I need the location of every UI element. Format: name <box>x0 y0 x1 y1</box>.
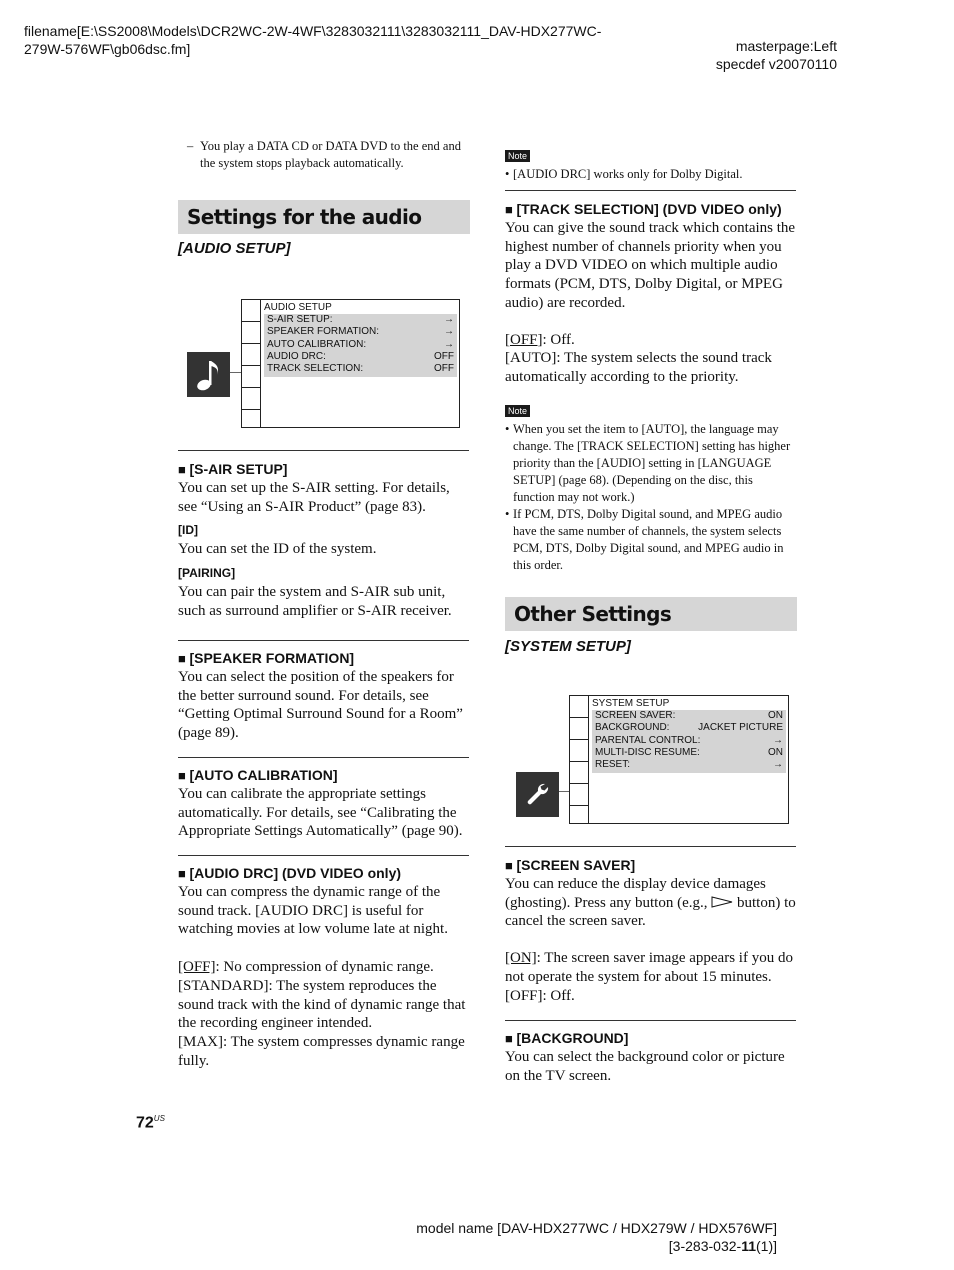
play-triangle-icon <box>711 896 733 908</box>
track-heading: ■ [TRACK SELECTION] (DVD VIDEO only) <box>505 201 782 217</box>
menu-tab[interactable] <box>570 762 588 784</box>
drc-heading: ■ [AUDIO DRC] (DVD VIDEO only) <box>178 865 402 881</box>
section-other-title: Other Settings <box>514 602 672 626</box>
audio-setup-menu <box>241 299 460 428</box>
divider <box>178 450 469 451</box>
speaker-text: You can select the position of the speakers for the better surround sound. For details, see “Getting Optimal Surround Sound for a Room” (page 89). <box>178 669 463 742</box>
system-setup-menu <box>569 695 789 824</box>
note-2-list <box>505 421 797 574</box>
menu-tab[interactable] <box>242 300 260 322</box>
saver-opt-off: [OFF]: Off. <box>505 987 575 1004</box>
note-2-item: • When you set the item to [AUTO], the language may change. The [TRACK SELECTION] setting has higher priority than the [AUDIO] setting in [LANGUAGE SETUP] (page 68). (Depending on the disc, this function may not work.) <box>505 421 797 506</box>
divider <box>178 640 469 641</box>
speaker-heading: ■ [SPEAKER FORMATION] <box>178 650 355 666</box>
note-2 <box>505 401 797 574</box>
menu-row-parental[interactable]: PARENTAL CONTROL: → <box>595 734 783 746</box>
specdef-label: specdef v20070110 <box>715 56 837 72</box>
menu-row-reset[interactable]: RESET: → <box>595 759 783 771</box>
section-other-heading <box>505 597 797 631</box>
note-1-list <box>505 166 797 183</box>
saver-heading: ■ [SCREEN SAVER] <box>505 857 636 873</box>
footer-model: model name [DAV-HDX277WC / HDX279W / HDX576WF] <box>416 1220 777 1236</box>
drc-opt-standard: [STANDARD]: The system reproduces the sound track with the kind of dynamic range that the recording engineer intended. <box>178 977 466 1032</box>
menu-tab[interactable] <box>570 718 588 740</box>
saver-text: You can reduce the display device damages (ghosting). Press any button (e.g., button) to cancel the screen saver. <box>505 876 796 930</box>
section-audio-heading <box>178 200 470 234</box>
menu-row-multidisc[interactable]: MULTI-DISC RESUME: ON <box>595 746 783 758</box>
sair-pairing-text: You can pair the system and S-AIR sub unit, such as surround amplifier or S-AIR receiver. <box>178 584 452 619</box>
menu-tab[interactable] <box>242 322 260 344</box>
sair-block <box>178 460 470 621</box>
divider <box>505 190 796 191</box>
sair-pairing-heading: [PAIRING] <box>178 566 236 581</box>
menu-row-screensaver[interactable]: SCREEN SAVER: ON <box>595 710 783 721</box>
menu-row-speaker[interactable]: SPEAKER FORMATION: → <box>267 326 454 338</box>
track-text: You can give the sound track which contains the highest number of channels priority when you play a DVD VIDEO on which multiple audio formats (PCM, DTS, Dolby Digital, or MPEG audio) are recorded. <box>505 220 796 311</box>
divider <box>178 757 469 758</box>
menu-title: SYSTEM SETUP <box>592 698 670 709</box>
divider <box>505 1020 796 1021</box>
background-text: You can select the background color or picture on the TV screen. <box>505 1049 785 1084</box>
intro-text: You play a DATA CD or DATA DVD to the end and the system stops playback automatically. <box>200 139 461 170</box>
track-opt-off: [OFF]: Off. <box>505 331 575 348</box>
menu-list <box>592 710 786 773</box>
track-opt-auto: [AUTO]: The system selects the sound track automatically according to the priority. <box>505 350 772 385</box>
speaker-block <box>178 649 470 743</box>
filename-line-2: 279W-576WF\gb06dsc.fm] <box>24 41 191 57</box>
footer-code: [3-283-032-11(1)] <box>668 1238 777 1254</box>
background-heading: ■ [BACKGROUND] <box>505 1030 629 1046</box>
intro-dash: – <box>187 139 194 153</box>
track-block <box>505 200 797 387</box>
intro-note <box>187 138 470 172</box>
menu-tab-selected[interactable] <box>570 784 588 806</box>
system-setup-subheading: [SYSTEM SETUP] <box>505 638 631 655</box>
divider <box>505 846 796 847</box>
filename-line-1: filename[E:\SS2008\Models\DCR2WC-2W-4WF\3283032111\3283032111_DAV-HDX277WC- <box>24 23 602 39</box>
page-number: $72^{US}$ <box>136 1114 165 1132</box>
music-note-icon <box>187 352 230 397</box>
menu-tab-column <box>570 696 589 823</box>
sair-id-heading: [ID] <box>178 523 198 538</box>
menu-tab-column <box>242 300 261 427</box>
audio-setup-subheading: [AUDIO SETUP] <box>178 240 291 257</box>
sair-id-text: You can set the ID of the system. <box>178 541 377 558</box>
menu-tab-selected[interactable] <box>242 366 260 388</box>
menu-tab[interactable] <box>570 696 588 718</box>
saver-opt-on: [ON]: The screen saver image appears if you do not operate the system for about 15 minutes. <box>505 950 793 985</box>
autocal-text: You can calibrate the appropriate settings automatically. For details, see “Calibrating the Appropriate Settings Automatically” (page 90). <box>178 786 463 840</box>
note-badge: Note <box>505 405 530 417</box>
drc-text: You can compress the dynamic range of the sound track. [AUDIO DRC] is useful for watching movies at low volume late at night. <box>178 884 448 938</box>
menu-list <box>264 314 457 377</box>
menu-row-autocal[interactable]: AUTO CALIBRATION: → <box>267 338 454 350</box>
menu-title: AUDIO SETUP <box>264 302 332 313</box>
menu-row-track[interactable]: TRACK SELECTION: OFF <box>267 363 454 375</box>
menu-row-background[interactable]: BACKGROUND: JACKET PICTURE <box>595 722 783 734</box>
menu-tab[interactable] <box>242 344 260 366</box>
sair-text: You can set up the S-AIR setting. For details, see “Using an S-AIR Product” (page 83). <box>178 480 450 515</box>
masterpage-header <box>716 37 837 73</box>
autocal-block <box>178 766 470 841</box>
footer <box>416 1219 777 1255</box>
drc-block <box>178 864 470 1070</box>
note-1-item: • [AUDIO DRC] works only for Dolby Digital. <box>505 166 797 183</box>
filename-header <box>24 22 601 58</box>
note-1 <box>505 146 797 183</box>
menu-tab[interactable] <box>242 388 260 410</box>
menu-tab[interactable] <box>570 740 588 762</box>
divider <box>178 855 469 856</box>
section-audio-title: Settings for the audio <box>187 205 422 229</box>
note-2-item: • If PCM, DTS, Dolby Digital sound, and MPEG audio have the same number of channels, the system selects PCM, DTS, Dolby Digital sound, and MPEG audio in this order. <box>505 506 797 574</box>
sair-heading: ■ [S-AIR SETUP] <box>178 461 288 477</box>
drc-opt-off: [OFF]: No compression of dynamic range. <box>178 959 434 976</box>
drc-opt-max: [MAX]: The system compresses dynamic range fully. <box>178 1033 465 1069</box>
menu-row-drc[interactable]: AUDIO DRC: OFF <box>267 350 454 362</box>
note-badge: Note <box>505 150 530 162</box>
masterpage-label: masterpage:Left <box>735 38 837 54</box>
autocal-heading: ■ [AUTO CALIBRATION] <box>178 767 338 783</box>
saver-block <box>505 856 797 1005</box>
menu-row-sair[interactable]: S-AIR SETUP: → <box>267 314 454 325</box>
wrench-icon <box>516 772 559 817</box>
background-block <box>505 1029 797 1085</box>
